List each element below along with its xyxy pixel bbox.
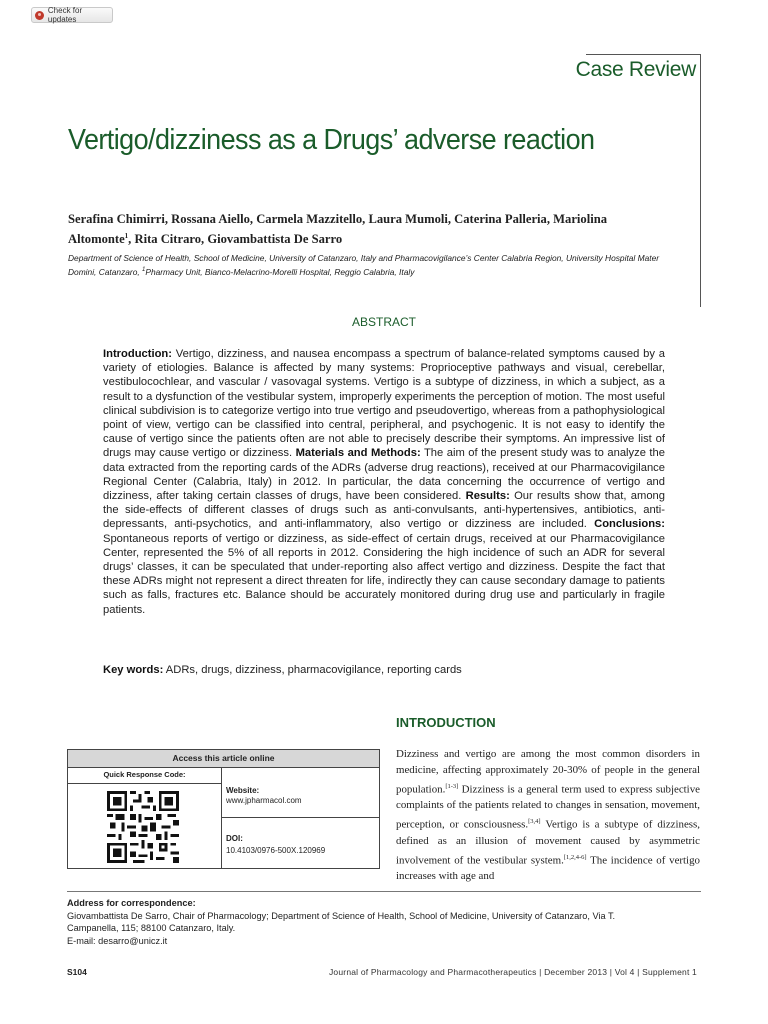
intro-text-3: Vertigo is a subtype of dizziness, defined as an illusion of movement caused by asymmetric involvement of the vestibular system. <box>396 818 700 867</box>
citation-2[interactable]: [3,4] <box>528 818 541 826</box>
abstract-conclusions-label: Conclusions: <box>594 518 665 531</box>
doi-link[interactable]: 10.4103/0976-500X.120969 <box>226 846 326 855</box>
check-for-updates-badge[interactable] <box>31 7 113 23</box>
abstract-results-text: Our results show that, among the side-effects of different classes of drugs such as anti-convulsants, anti-hypertensives, antibiotics, anti-depressants, anti-psychotics, and anti-inflammatory, also vertigo or dizziness are included. <box>103 490 665 531</box>
affiliation-main: Department of Science of Health, School of Medicine, University of Catanzaro, Italy and Pharmacovigilance’s Center Calabria Region, University Hospital Mater Domini, Catanzaro, <box>68 253 660 277</box>
author-affil-mark: 1 <box>124 232 129 240</box>
qr-code-icon[interactable] <box>107 791 179 863</box>
email-link[interactable]: E-mail: desarro@unicz.it <box>67 935 168 946</box>
section-label: Case Review <box>575 58 696 81</box>
journal-footer: Journal of Pharmacology and Pharmacotherapeutics | December 2013 | Vol 4 | Supplement 1 <box>328 967 697 977</box>
abstract-body <box>103 347 665 617</box>
article-title: Vertigo/dizziness as a Drugs’ adverse reaction <box>68 124 595 156</box>
check-for-updates-label: Check for updates <box>47 6 83 24</box>
website-link[interactable]: www.jpharmacol.com <box>226 796 302 805</box>
authors-line-2b: , Rita Citraro, Giovambattista De Sarro <box>128 232 343 247</box>
qr-code-label: Quick Response Code: <box>68 767 222 784</box>
website-label: Website: <box>226 786 260 795</box>
keywords <box>103 664 665 676</box>
authors-line-2a: Altomonte <box>68 232 125 247</box>
abstract-heading: ABSTRACT <box>351 315 416 329</box>
abstract-conclusions-text: Spontaneous reports of vertigo or dizziness, as side-effect of certain drugs, received at our Pharmacovigilance Center, represented the 5% of all reports in 2012. Considering the high incidence of such an ADR for several drugs’ classes, it can be speculated that under-reporting also affect vertigo and dizziness. Despite the fact that these ADRs might not represent a direct threaten for life, indirectly they can cause secondary damage to patients such as falls, fractures etc. Balance should be accurately monitored during drug use and particularly in fragile patients. <box>103 532 665 616</box>
intro-text-4: The incidence of vertigo increases with age and <box>396 854 700 883</box>
access-article-box <box>67 749 380 869</box>
address-line-1: Giovambattista De Sarro, Chair of Pharmacology; Department of Science of Health, School of Medicine, University of Catanzaro, Via T. <box>67 911 616 921</box>
correspondence-heading: Address for correspondence: <box>67 898 196 908</box>
access-box-heading: Access this article online <box>68 750 379 768</box>
address-line-2: Campanella, 115; 88100 Catanzaro, Italy. <box>67 923 236 934</box>
intro-text-2: Dizziness is a general term used to express subjective complaints of the patients related to changes in sensation, movement, perception, or consciousness. <box>396 783 700 831</box>
header-rule <box>586 54 701 55</box>
keywords-text: ADRs, drugs, dizziness, pharmacovigilance, reporting cards <box>163 664 462 676</box>
introduction-body <box>396 747 700 885</box>
correspondence-address <box>67 910 687 947</box>
abstract-results-label: Results: <box>465 490 510 503</box>
author-list <box>68 211 668 248</box>
affiliation-secondary: Pharmacy Unit, Bianco-Melacrino-Morelli Hospital, Reggio Calabria, Italy <box>145 266 415 277</box>
header-side-rule <box>700 55 701 307</box>
box-divider-vertical <box>221 783 222 869</box>
affiliations <box>68 252 678 278</box>
crossmark-icon <box>35 11 44 20</box>
affiliation-mark: 1 <box>142 267 146 273</box>
abstract-methods-text: The aim of the present study was to analyze the data extracted from the reporting cards of the ADRs (adverse drug reactions), received at our Pharmacovigilance Regional Center (Calabria, Italy) in 2012. In particular, the data concerning the occurrence of vertigo and dizziness, after taking certain classes of drugs, have been considered. <box>103 447 665 503</box>
abstract-methods-label: Materials and Methods: <box>295 447 421 460</box>
keywords-label: Key words: <box>103 664 164 676</box>
abstract-intro-text: Vertigo, dizziness, and nausea encompass a spectrum of balance-related symptoms caused by a variety of etiologies. Balance is affected by many systems: Proprioceptive pathways and visual, cerebellar, vestibulocochlear, and vascular / vasovagal systems. Vertigo is a subtype of dizziness, in which a subject, as a result to a dysfunction of the vestibular system, improperly experiments the perception of motion. The most useful clinical subdivision is to categorize vertigo into true vertigo and pseudovertigo, whereas from a pathophysiological point of view, vertigo can be classified into central, peripheral, and psychogenic. It is not easy to identify the cause of vertigo since the patients often are not able to precisely describe their symptoms. An impressive list of drugs may cause vertigo or dizziness. <box>103 348 665 460</box>
page-number: S104 <box>67 967 87 977</box>
citation-3[interactable]: [1,2,4-6] <box>563 853 587 861</box>
introduction-heading: INTRODUCTION <box>396 715 496 730</box>
authors-line-1: Serafina Chimirri, Rossana Aiello, Carmela Mazzitello, Laura Mumoli, Caterina Palleria, Mariolina <box>68 212 607 226</box>
citation-1[interactable]: [1-3] <box>445 782 459 790</box>
correspondence-rule <box>67 891 701 892</box>
intro-text-1: Dizziness and vertigo are among the most common disorders in medicine, affecting approximately 20-30% of people in the general population. <box>396 748 700 796</box>
doi-label: DOI: <box>226 834 243 843</box>
abstract-intro-label: Introduction: <box>103 348 172 360</box>
box-divider-horizontal <box>221 817 379 818</box>
